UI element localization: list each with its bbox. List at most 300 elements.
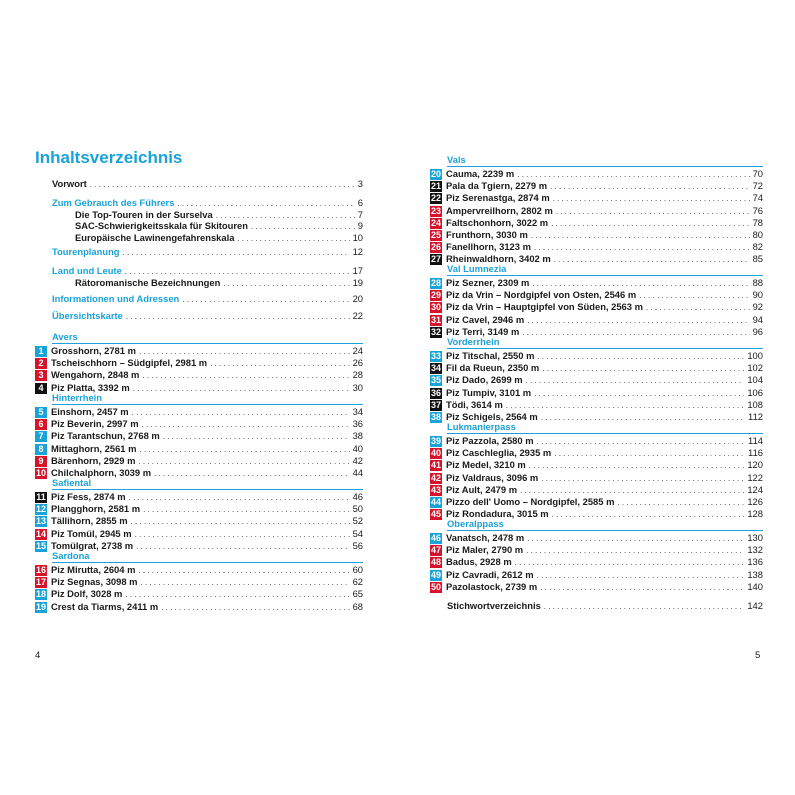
dot-leader: [129, 492, 350, 503]
toc-page-number: 142: [747, 600, 763, 611]
toc-entry-title: Cauma, 2239 m: [446, 168, 515, 179]
tour-entry[interactable]: [430, 168, 763, 180]
section-rule: [447, 348, 763, 349]
tour-number-badge: 22: [430, 193, 441, 204]
tour-number-badge: 39: [430, 436, 441, 446]
tour-number-badge: 50: [430, 581, 441, 592]
toc-entry-title: Land und Leute: [52, 265, 122, 276]
toc-page-number: 10: [352, 232, 363, 243]
dot-leader: [531, 230, 750, 241]
dot-leader: [154, 468, 350, 479]
tour-number-badge: 9: [35, 456, 47, 467]
toc-entry-title: Piz Tarantschun, 2768 m: [51, 430, 160, 442]
dot-leader: [529, 460, 745, 471]
toc-page-number: 80: [752, 229, 763, 240]
tour-number-badge: 40: [430, 448, 441, 459]
toc-page-number: 74: [752, 192, 763, 204]
toc-entry-title: Ampervreilhorn, 2802 m: [446, 204, 553, 216]
dot-leader: [136, 541, 349, 552]
tour-number-badge: 23: [430, 205, 441, 216]
toc-entry-title: Tscheischhorn – Südgipfel, 2981 m: [51, 357, 208, 369]
toc-entry-title: Piz Tumpiv, 3101 m: [446, 386, 532, 398]
section-heading: Vals: [447, 154, 466, 165]
tour-number-badge: 37: [430, 399, 441, 410]
tour-entry[interactable]: [430, 447, 763, 459]
dot-leader: [646, 302, 750, 313]
dot-leader: [90, 179, 355, 190]
toc-front-entry[interactable]: [52, 310, 363, 322]
toc-entry-title: Piz Serenastga, 2874 m: [446, 192, 550, 204]
tour-entry[interactable]: [430, 459, 763, 471]
dot-leader: [161, 602, 349, 613]
tour-entry[interactable]: [35, 455, 363, 467]
dot-leader: [527, 533, 744, 544]
dot-leader: [138, 456, 349, 467]
tour-entry[interactable]: [35, 564, 363, 576]
dot-leader: [141, 577, 350, 588]
tour-entry[interactable]: [430, 399, 763, 411]
toc-page-number: 78: [752, 216, 763, 228]
toc-page-number: 22: [352, 310, 363, 321]
tour-entry[interactable]: [430, 435, 763, 447]
tour-entry[interactable]: [35, 503, 363, 515]
tour-number-badge: 36: [430, 387, 441, 398]
toc-entry-title: Piz Schigels, 2564 m: [446, 411, 538, 422]
toc-entry-title: Piz Dolf, 3028 m: [51, 588, 123, 600]
toc-page-number: 85: [752, 253, 763, 265]
toc-entry-title: Frunthorn, 3030 m: [446, 229, 528, 240]
tour-number-badge: 8: [35, 444, 47, 455]
right-page-column: [430, 0, 763, 795]
tour-number-badge: 30: [430, 302, 441, 313]
toc-entry-title: Badus, 2928 m: [446, 556, 512, 568]
dot-leader: [142, 419, 350, 430]
tour-entry[interactable]: [430, 289, 763, 301]
left-page-column: [35, 0, 363, 795]
toc-page-number: 104: [747, 374, 763, 386]
dot-leader: [131, 516, 350, 527]
dot-leader: [132, 407, 350, 418]
toc-front-entry[interactable]: [52, 197, 363, 209]
dot-leader: [553, 193, 750, 204]
toc-entry-title: Grosshorn, 2781 m: [51, 345, 136, 356]
page-title: Inhaltsverzeichnis: [35, 148, 183, 167]
dot-leader: [506, 400, 745, 411]
tour-number-badge: 43: [430, 484, 441, 495]
dot-leader: [139, 444, 349, 455]
toc-entry-title: Piz Sezner, 2309 m: [446, 277, 530, 288]
toc-front-entry[interactable]: [52, 265, 363, 277]
toc-page-number: 106: [747, 386, 763, 398]
toc-page-number: 102: [747, 362, 763, 374]
tour-number-badge: 5: [35, 407, 47, 418]
tour-number-badge: 26: [430, 242, 441, 253]
tour-entry[interactable]: [430, 241, 763, 253]
section-rule: [52, 562, 363, 563]
dot-leader: [534, 388, 744, 399]
toc-page-number: 54: [352, 527, 363, 539]
tour-number-badge: 21: [430, 181, 441, 192]
tour-entry[interactable]: [35, 357, 363, 369]
dot-leader: [515, 557, 745, 568]
dot-leader: [520, 485, 744, 496]
tour-number-badge: 17: [35, 577, 46, 588]
tour-entry[interactable]: [430, 472, 763, 484]
tour-entry[interactable]: [430, 350, 763, 362]
toc-page-number: 40: [352, 442, 363, 454]
toc-page-number: 46: [352, 491, 363, 502]
toc-page-number: 65: [352, 588, 363, 600]
tour-number-badge: 10: [35, 468, 46, 478]
tour-number-badge: 2: [35, 358, 47, 369]
dot-leader: [537, 570, 745, 581]
dot-leader: [125, 589, 349, 600]
toc-entry-title: Piz Cavel, 2946 m: [446, 313, 525, 325]
toc-page-number: 7: [357, 209, 363, 220]
dot-leader: [237, 233, 349, 244]
toc-page-number: 20: [352, 293, 363, 304]
dot-leader: [554, 254, 750, 265]
tour-entry[interactable]: [430, 180, 763, 192]
toc-page-number: 122: [747, 471, 763, 483]
toc-entry-title: Faltschonhorn, 3022 m: [446, 216, 549, 228]
tour-number-badge: 12: [35, 504, 46, 515]
dot-leader: [517, 169, 749, 180]
toc-page-number: 70: [752, 168, 763, 179]
toc-entry-title: Vanatsch, 2478 m: [446, 532, 525, 543]
toc-entry-title: Piz Mirutta, 2604 m: [51, 564, 136, 575]
tour-number-badge: 34: [430, 363, 441, 374]
toc-entry-title: Vorwort: [52, 178, 87, 189]
tour-number-badge: 20: [430, 169, 441, 179]
tour-entry[interactable]: [35, 443, 363, 455]
dot-leader: [534, 242, 750, 253]
toc-entry-title: Tödi, 3614 m: [446, 398, 503, 410]
section-rule: [447, 530, 763, 531]
toc-page-number: 100: [747, 350, 763, 361]
tour-entry[interactable]: [430, 277, 763, 289]
dot-leader: [177, 198, 354, 209]
section-rule: [447, 166, 763, 167]
toc-page-number: 128: [747, 508, 763, 520]
toc-entry-title: Piz Tomül, 2945 m: [51, 527, 132, 539]
dot-leader: [527, 315, 749, 326]
toc-entry-title: Tomülgrat, 2738 m: [51, 539, 134, 551]
right-page-number: 5: [755, 650, 761, 661]
toc-front-entry[interactable]: [75, 220, 363, 232]
toc-entry-title: Tourenplanung: [52, 246, 120, 257]
tour-entry[interactable]: [430, 569, 763, 581]
toc-entry-title: Piz da Vrin – Nordgipfel von Osten, 2546 m: [446, 289, 637, 301]
toc-page-number: 30: [352, 381, 363, 393]
tour-number-badge: 46: [430, 533, 441, 543]
tour-entry[interactable]: [35, 345, 363, 357]
toc-entry-title: Piz Ault, 2479 m: [446, 483, 518, 495]
tour-entry[interactable]: [35, 528, 363, 540]
toc-entry-title: Piz Terri, 3149 m: [446, 325, 520, 337]
tour-number-badge: 3: [35, 370, 47, 381]
dot-leader: [142, 370, 349, 381]
tour-number-badge: 35: [430, 375, 441, 386]
toc-page-number: 140: [747, 580, 763, 592]
toc-page-number: 82: [752, 241, 763, 253]
toc-entry-title: Piz Maler, 2790 m: [446, 544, 524, 556]
tour-number-badge: 14: [35, 528, 46, 539]
section-heading: Safiental: [52, 477, 92, 488]
toc-entry-title: Piz Platta, 3392 m: [51, 381, 130, 393]
toc-entry-title: Piz da Vrin – Hauptgipfel von Süden, 2563 m: [446, 301, 643, 313]
toc-page-number: 132: [747, 544, 763, 556]
toc-front-entry[interactable]: [52, 293, 363, 305]
toc-page-number: 114: [748, 435, 763, 446]
section-heading: Val Lumnezia: [447, 263, 507, 274]
tour-entry[interactable]: [430, 205, 763, 217]
toc-entry-title: Piz Beverin, 2997 m: [51, 418, 139, 430]
dot-leader: [135, 529, 350, 540]
toc-page-number: 90: [752, 289, 763, 301]
dot-leader: [125, 266, 350, 277]
dot-leader: [552, 509, 745, 520]
toc-entry-title: Piz Titschal, 2550 m: [446, 350, 535, 361]
section-heading: Sardona: [52, 550, 90, 561]
section-rule: [52, 489, 363, 490]
dot-leader: [550, 181, 749, 192]
toc-entry-title: Piz Caschleglia, 2935 m: [446, 447, 552, 459]
tour-entry[interactable]: [430, 484, 763, 496]
toc-page-number: 94: [752, 313, 763, 325]
toc-page-number: 56: [352, 539, 363, 551]
toc-page-number: 42: [352, 454, 363, 466]
toc-entry-title: Piz Valdraus, 3096 m: [446, 471, 539, 483]
toc-page-number: 26: [352, 357, 363, 369]
tour-entry[interactable]: [430, 217, 763, 229]
dot-leader: [554, 448, 745, 459]
toc-page-number: 126: [747, 496, 763, 507]
toc-entry-title: Plangghorn, 2581 m: [51, 503, 141, 515]
tour-entry[interactable]: [35, 369, 363, 381]
toc-entry-title: Wengahorn, 2848 m: [51, 369, 140, 381]
toc-page-number: 96: [752, 325, 763, 337]
toc-page-number: 88: [752, 277, 763, 288]
tour-entry[interactable]: [35, 515, 363, 527]
dot-leader: [639, 290, 749, 301]
tour-entry[interactable]: [430, 556, 763, 568]
toc-page-number: 34: [352, 406, 363, 417]
tour-number-badge: 33: [430, 351, 441, 361]
tour-entry[interactable]: [430, 301, 763, 313]
toc-page-number: 24: [352, 345, 363, 356]
section-heading: Hinterrhein: [52, 392, 103, 403]
dot-leader: [143, 504, 349, 515]
toc-entry-title: Piz Fess, 2874 m: [51, 491, 126, 502]
tour-number-badge: 19: [35, 601, 46, 612]
dot-leader: [540, 582, 744, 593]
toc-entry-title: SAC-Schwierigkeitsskala für Skitouren: [75, 220, 248, 231]
toc-entry-title: Stichwortverzeichnis: [447, 600, 541, 611]
tour-number-badge: 1: [35, 346, 47, 357]
toc-page-number: 17: [352, 265, 363, 276]
tour-entry[interactable]: [430, 192, 763, 204]
tour-number-badge: 32: [430, 326, 441, 337]
tour-number-badge: 48: [430, 557, 441, 568]
toc-entry-title: Mittaghorn, 2561 m: [51, 442, 137, 454]
tour-number-badge: 16: [35, 565, 46, 575]
tour-entry[interactable]: [35, 418, 363, 430]
toc-page-number: 19: [352, 277, 363, 288]
tour-number-badge: 38: [430, 412, 441, 422]
toc-front-entry[interactable]: [52, 178, 363, 190]
toc-page-number: 136: [747, 556, 763, 568]
toc-page-number: 108: [747, 398, 763, 410]
tour-number-badge: 47: [430, 545, 441, 556]
toc-entry-title: Bärenhorn, 2929 m: [51, 454, 136, 466]
tour-entry[interactable]: [35, 491, 363, 503]
toc-entry-title: Pala da Tgiern, 2279 m: [446, 180, 548, 192]
dot-leader: [526, 545, 744, 556]
toc-entry-title: Piz Cavradi, 2612 m: [446, 568, 534, 580]
tour-entry[interactable]: [35, 430, 363, 442]
dot-leader: [138, 565, 349, 576]
tour-number-badge: 41: [430, 460, 441, 471]
dot-leader: [139, 346, 350, 357]
dot-leader: [210, 358, 349, 369]
toc-page-number: 3: [357, 178, 363, 189]
tour-number-badge: 6: [35, 419, 47, 430]
tour-entry[interactable]: [430, 532, 763, 544]
tour-number-badge: 44: [430, 497, 441, 507]
toc-entry-title: Pazolastock, 2739 m: [446, 580, 538, 592]
tour-entry[interactable]: [35, 588, 363, 600]
toc-page-number: 72: [752, 180, 763, 192]
dot-leader: [133, 383, 350, 394]
toc-entry-title: Tällihorn, 2855 m: [51, 515, 128, 527]
left-page-number: 4: [35, 650, 41, 661]
toc-entry-title: Informationen und Adressen: [52, 293, 180, 304]
toc-page-number: 6: [357, 197, 363, 208]
tour-number-badge: 29: [430, 290, 441, 301]
tour-entry[interactable]: [430, 581, 763, 593]
toc-entry-title: Die Top-Touren in der Surselva: [75, 209, 213, 220]
tour-number-badge: 28: [430, 278, 441, 288]
toc-entry-title: Einshorn, 2457 m: [51, 406, 129, 417]
dot-leader: [542, 363, 744, 374]
toc-entry-title: Piz Pazzola, 2580 m: [446, 435, 534, 446]
toc-entry-title: Europäische Lawinengefahrenskala: [75, 232, 235, 243]
tour-entry[interactable]: [430, 496, 763, 508]
section-heading: Avers: [52, 331, 78, 342]
tour-entry[interactable]: [35, 601, 363, 613]
toc-entry-title: Piz Dado, 2699 m: [446, 374, 523, 386]
toc-index-entry[interactable]: [447, 600, 763, 612]
section-rule: [447, 433, 763, 434]
tour-entry[interactable]: [35, 576, 363, 588]
toc-page-number: 68: [352, 600, 363, 612]
toc-page-number: 116: [748, 447, 763, 459]
tour-number-badge: 49: [430, 569, 441, 580]
tour-number-badge: 42: [430, 472, 441, 483]
tour-number-badge: 45: [430, 509, 441, 520]
section-heading: Oberalppass: [447, 518, 504, 529]
toc-entry-title: Zum Gebrauch des Führers: [52, 197, 175, 208]
toc-page-number: 38: [352, 430, 363, 442]
toc-front-entry[interactable]: [75, 277, 363, 289]
dot-leader: [541, 412, 745, 423]
toc-page-number: 120: [747, 459, 763, 471]
dot-leader: [556, 206, 750, 217]
tour-entry[interactable]: [35, 406, 363, 418]
toc-entry-title: Chilchalphorn, 3039 m: [51, 467, 152, 478]
dot-leader: [526, 375, 745, 386]
dot-leader: [541, 473, 744, 484]
tour-entry[interactable]: [430, 387, 763, 399]
tour-entry[interactable]: [430, 374, 763, 386]
dot-leader: [544, 601, 745, 612]
section-rule: [52, 404, 363, 405]
dot-leader: [522, 327, 749, 338]
tour-number-badge: 13: [35, 516, 46, 527]
toc-entry-title: Piz Medel, 3210 m: [446, 459, 526, 471]
tour-number-badge: 11: [36, 492, 46, 502]
dot-leader: [537, 351, 744, 362]
toc-entry-title: Fanellhorn, 3123 m: [446, 241, 531, 253]
section-rule: [447, 275, 763, 276]
toc-page-number: 28: [352, 369, 363, 381]
toc-front-entry[interactable]: [75, 232, 363, 244]
toc-page-number: 60: [352, 564, 363, 575]
toc-entry-title: Crest da Tiarms, 2411 m: [51, 600, 159, 612]
dot-leader: [617, 497, 744, 508]
toc-front-entry[interactable]: [52, 246, 363, 258]
toc-entry-title: Piz Rondadura, 3015 m: [446, 508, 549, 520]
toc-entry-title: Rheinwaldhorn, 3402 m: [446, 253, 551, 265]
toc-entry-title: Pizzo dell' Uomo – Nordgipfel, 2585 m: [446, 496, 615, 507]
tour-number-badge: 31: [430, 314, 441, 325]
toc-page-number: 92: [752, 301, 763, 313]
tour-entry[interactable]: [430, 314, 763, 326]
dot-leader: [532, 278, 749, 289]
tour-number-badge: 4: [35, 383, 47, 394]
tour-entry[interactable]: [430, 229, 763, 241]
section-heading: Lukmanierpass: [447, 421, 516, 432]
tour-number-badge: 15: [35, 540, 46, 551]
toc-page-number: 44: [352, 467, 363, 478]
tour-number-badge: 27: [430, 254, 441, 265]
tour-number-badge: 7: [35, 431, 47, 442]
dot-leader: [251, 221, 355, 232]
tour-entry[interactable]: [430, 544, 763, 556]
tour-number-badge: 24: [430, 217, 441, 228]
tour-entry[interactable]: [430, 362, 763, 374]
toc-page-number: 36: [352, 418, 363, 430]
toc-entry-title: Rätoromanische Bezeichnungen: [75, 277, 221, 288]
toc-page-number: 50: [352, 503, 363, 515]
toc-page-number: 112: [748, 411, 763, 422]
toc-page-number: 138: [747, 568, 763, 580]
dot-leader: [551, 218, 749, 229]
dot-leader: [126, 311, 350, 322]
dot-leader: [182, 294, 349, 305]
toc-page-number: 62: [352, 576, 363, 588]
toc-page-number: 130: [747, 532, 763, 543]
toc-page-number: 124: [747, 483, 763, 495]
toc-entry-title: Fil da Rueun, 2350 m: [446, 362, 540, 374]
section-heading: Vorderrhein: [447, 336, 500, 347]
section-rule: [52, 343, 363, 344]
toc-page-number: 12: [352, 246, 363, 257]
dot-leader: [123, 247, 350, 258]
dot-leader: [223, 278, 349, 289]
toc-entry-title: Übersichtskarte: [52, 310, 123, 321]
